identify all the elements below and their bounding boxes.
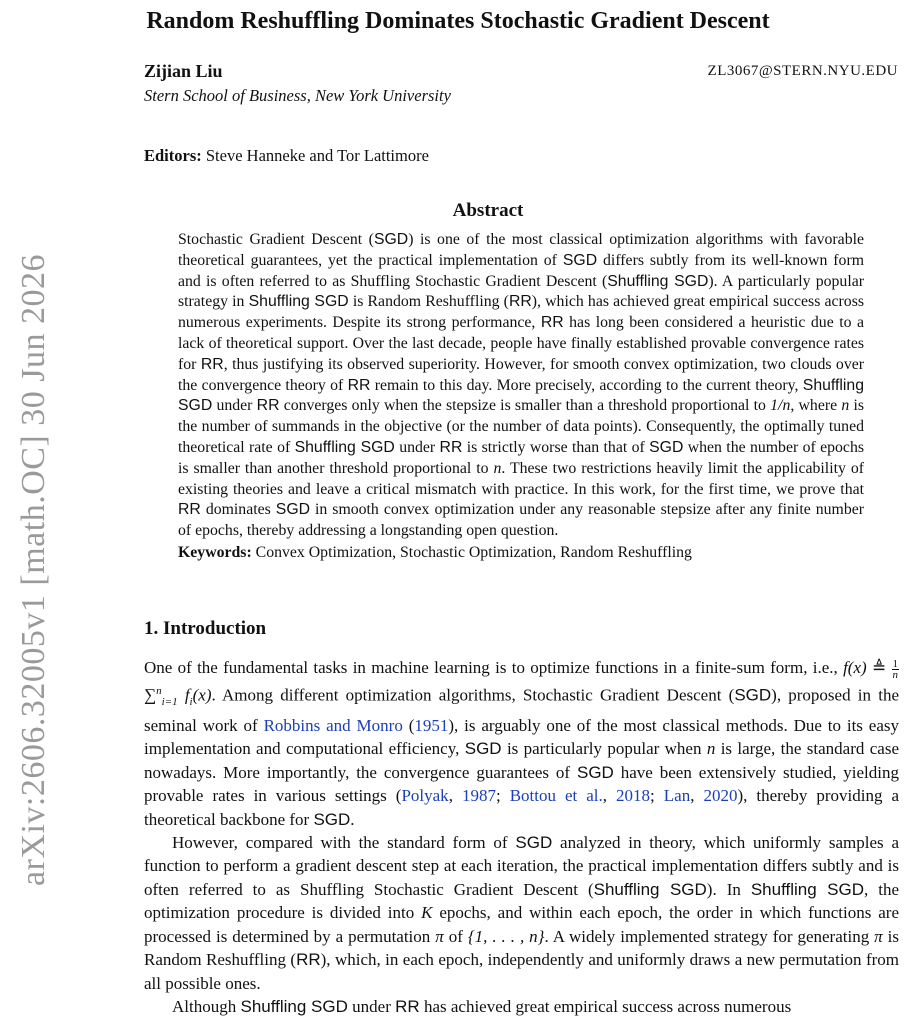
citation-link[interactable]: Bottou et al. <box>509 786 603 806</box>
citation-link[interactable]: Polyak <box>401 786 449 806</box>
author-name: Zijian Liu <box>144 61 223 81</box>
intro-paragraph-3: Although Shuffling SGD under RR has achieved great empirical success across numerous <box>172 996 792 1016</box>
citation-link[interactable]: 2020 <box>703 786 738 806</box>
keywords-line <box>178 543 864 564</box>
introduction-body <box>144 656 899 1018</box>
fraction: $\frac{1}{n}$ <box>892 657 898 681</box>
arxiv-identifier-stamp: arXiv:2606.32005v1 [math.OC] 30 Jun 2026 <box>15 254 52 886</box>
author-email[interactable]: ZL3067@STERN.NYU.EDU <box>707 63 898 79</box>
editors-line <box>144 146 429 166</box>
intro-paragraph-1: One of the fundamental tasks in machine learning is to optimize functions in a finite-sum form, i.e., f(x) ≜ $\frac{1}{n}$ ∑$^n_{i=1}$ $f_i(x)$. Among different optimization algorithms, Stochastic Gradient Descent (SGD), proposed in the seminal work of Robbins and Monro (1951), is arguably one of the most classical methods. Due to its easy implementation and computational efficiency, SGD is particularly popular when n is large, the standard case nowadays. More importantly, the convergence guarantees of SGD have been extensively studied, yielding provable rates in various settings (Polyak, 1987; Bottou et al., 2018; Lan, 2020), thereby providing a theoretical backbone for SGD. <box>144 657 900 829</box>
citation-link[interactable]: 2018 <box>616 786 651 806</box>
editors-names: Steve Hanneke and Tor Lattimore <box>205 146 429 165</box>
intro-paragraph-2: However, compared with the standard form of SGD analyzed in theory, which uniformly samples a function to perform a gradient descent step at each iteration, the practical implementation differs subtly and is often referred to as Shuffling Stochastic Gradient Descent (Shuffling SGD). In Shuffling SGD, the optimization procedure is divided into K epochs, and within each epoch, the order in which functions are processed is determined by a permutation π of {1, . . . , n}. A widely implemented strategy for generating π is Random Reshuffling (RR), which, in each epoch, independently and uniformly draws a new permutation from all possible ones. <box>144 833 900 993</box>
citation-link[interactable]: 1951 <box>414 716 449 736</box>
author-affiliation: Stern School of Business, New York University <box>144 86 451 105</box>
section-heading-introduction: 1. Introduction <box>144 618 267 639</box>
editors-label: Editors: <box>144 146 202 165</box>
abstract-body <box>178 230 864 564</box>
abstract-paragraph: Stochastic Gradient Descent (SGD) is one of the most classical optimization algorithms with favorable theoretical guarantees, yet the practical implementation of SGD differs subtly from its well-known form and is often referred to as Shuffling Stochastic Gradient Descent (Shuffling SGD). A particularly popular strategy in Shuffling SGD is Random Reshuffling (RR), which has achieved great empirical success across numerous experiments. Despite its strong performance, RR has long been considered a heuristic due to a lack of theoretical support. Over the last decade, people have finally established provable convergence rates for RR, thus justifying its observed superiority. However, for smooth convex optimization, two clouds over the convergence theory of RR remain to this day. More precisely, according to the current theory, Shuffling SGD under RR converges only when the stepsize is smaller than a threshold proportional to 1/n, where n is the number of summands in the objective (or the number of data points). Consequently, the optimally tuned theoretical rate of Shuffling SGD under RR is strictly worse than that of SGD when the number of epochs is smaller than another threshold proportional to n. These two restrictions heavily limit the applicability of existing theories and leave a critical mismatch with practice. In this work, for the first time, we prove that RR dominates SGD in smooth convex optimization under any reasonable stepsize after any finite number of epochs, thereby addressing a longstanding open question. <box>178 231 864 540</box>
citation-link[interactable]: Robbins and Monro <box>263 716 403 736</box>
abstract-heading: Abstract <box>452 200 524 221</box>
citation-link[interactable]: Lan <box>663 786 691 806</box>
paper-title: Random Reshuffling Dominates Stochastic Gradient Descent <box>146 8 770 34</box>
citation-link[interactable]: 1987 <box>461 786 496 806</box>
keywords-list: Convex Optimization, Stochastic Optimization, Random Reshuffling <box>255 543 692 561</box>
keywords-label: Keywords: <box>178 543 252 561</box>
